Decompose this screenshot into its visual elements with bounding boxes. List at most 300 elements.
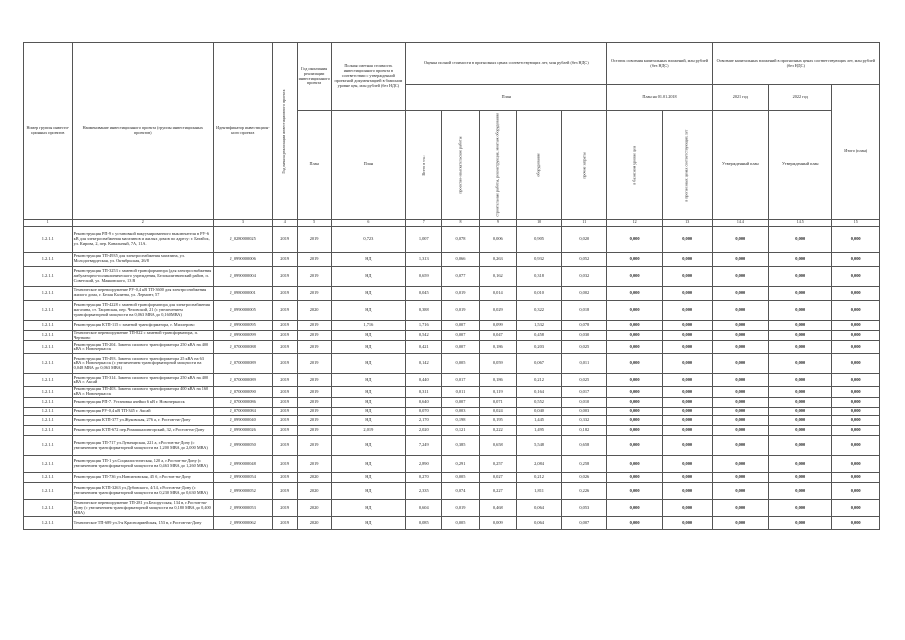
- column-numbers-row: [24, 219, 880, 226]
- table-row: [24, 500, 880, 517]
- total-cell: 1,313: [406, 252, 442, 266]
- equipment-cell: 0,322: [516, 300, 561, 320]
- group-no-cell: 1.2.1.1: [24, 483, 73, 500]
- table-row: [24, 300, 880, 320]
- plan-2022-cell: 0,000: [769, 286, 832, 300]
- project-id-cell: J_0700000084: [213, 408, 272, 416]
- group-no-cell: 1.2.1.1: [24, 266, 73, 286]
- plan-2021-cell: 0,000: [712, 408, 769, 416]
- project-id-cell: J_0990000099: [213, 330, 272, 341]
- year-start-cell: 2019: [272, 517, 297, 530]
- remainder-base-cell: 0,000: [607, 456, 662, 473]
- construction-cell: 0,119: [479, 387, 516, 398]
- remainder-forecast-cell: 0,000: [662, 456, 712, 473]
- column-number: 11: [562, 219, 607, 226]
- year-start-cell: 2019: [272, 226, 297, 252]
- column-number: 7: [406, 219, 442, 226]
- project-name-cell: Реконструкция РУ-0,4 кВ ТП-345 г. Аксай: [72, 408, 213, 416]
- group-no-cell: 1.2.1.1: [24, 398, 73, 408]
- year-end-cell: 2020: [297, 500, 331, 517]
- group-no-cell: 1.2.1.1: [24, 473, 73, 483]
- remainder-base-cell: 0,000: [607, 473, 662, 483]
- total-plan-cell: 0,000: [832, 374, 880, 387]
- other-cell: 0,052: [562, 252, 607, 266]
- plan-2022-cell: 0,000: [769, 387, 832, 398]
- table-row: [24, 436, 880, 456]
- base-cost-cell: НД: [331, 483, 406, 500]
- plan-2022-cell: 0,000: [769, 266, 832, 286]
- design-cell: 0,011: [442, 387, 479, 398]
- project-name-cell: Реконструкция КТП-115 с заменой трансформатора, г. Миллерово: [72, 320, 213, 330]
- remainder-base-cell: 0,000: [607, 320, 662, 330]
- plan-2021-cell: 0,000: [712, 286, 769, 300]
- header-sub-equipment: оборудование: [516, 111, 561, 220]
- header-estimate: Оценка полной стоимости в прогнозных ценах соответствующих лет, млн рублей (без НДС): [406, 43, 607, 85]
- other-cell: 0,182: [562, 426, 607, 436]
- total-plan-cell: 0,000: [832, 500, 880, 517]
- equipment-cell: 0,010: [516, 286, 561, 300]
- equipment-cell: 0,932: [516, 252, 561, 266]
- group-no-cell: 1.2.1.1: [24, 374, 73, 387]
- year-start-cell: 2019: [272, 408, 297, 416]
- header-year-start: Год начала реализации инвестиционного проекта: [272, 43, 297, 220]
- plan-2021-cell: 0,000: [712, 426, 769, 436]
- plan-2022-cell: 0,000: [769, 436, 832, 456]
- year-start-cell: 2019: [272, 330, 297, 341]
- equipment-cell: 1,811: [516, 483, 561, 500]
- total-plan-cell: 0,000: [832, 456, 880, 473]
- group-no-cell: 1.2.1.1: [24, 286, 73, 300]
- total-cell: 0,085: [406, 517, 442, 530]
- total-plan-cell: 0,000: [832, 300, 880, 320]
- project-id-cell: J_0700000086: [213, 398, 272, 408]
- base-cost-cell: 1,716: [331, 320, 406, 330]
- year-end-cell: 2020: [297, 517, 331, 530]
- remainder-base-cell: 0,000: [607, 416, 662, 426]
- total-plan-cell: 0,000: [832, 426, 880, 436]
- year-end-cell: 2019: [297, 456, 331, 473]
- column-number: 13: [662, 219, 712, 226]
- remainder-base-cell: 0,000: [607, 354, 662, 374]
- design-cell: 0,121: [442, 426, 479, 436]
- group-no-cell: 1.2.1.1: [24, 252, 73, 266]
- plan-2022-cell: 0,000: [769, 408, 832, 416]
- header-sub-all: Всего в т.ч.:: [406, 111, 442, 220]
- remainder-forecast-cell: 0,000: [662, 416, 712, 426]
- total-cell: 0,604: [406, 500, 442, 517]
- construction-cell: 0,257: [479, 456, 516, 473]
- group-no-cell: 1.2.1.1: [24, 408, 73, 416]
- project-name-cell: Техническое перевооружение ТП-822 с заменой трансформатора, п. Чертково: [72, 330, 213, 341]
- base-cost-cell: НД: [331, 387, 406, 398]
- construction-cell: 0,009: [479, 517, 516, 530]
- equipment-cell: 0,064: [516, 500, 561, 517]
- table-row: [24, 226, 880, 252]
- total-plan-cell: 0,000: [832, 473, 880, 483]
- year-start-cell: 2019: [272, 500, 297, 517]
- year-end-cell: 2019: [297, 387, 331, 398]
- design-cell: 0,291: [442, 456, 479, 473]
- base-cost-cell: НД: [331, 266, 406, 286]
- table-row: [24, 341, 880, 354]
- plan-2022-cell: 0,000: [769, 341, 832, 354]
- other-cell: 0,010: [562, 398, 607, 408]
- group-no-cell: 1.2.1.1: [24, 330, 73, 341]
- total-plan-cell: 0,000: [832, 226, 880, 252]
- remainder-forecast-cell: 0,000: [662, 354, 712, 374]
- plan-2021-cell: 0,000: [712, 226, 769, 252]
- remainder-base-cell: 0,000: [607, 286, 662, 300]
- remainder-forecast-cell: 0,000: [662, 330, 712, 341]
- total-plan-cell: 0,000: [832, 286, 880, 300]
- other-cell: 0,007: [562, 517, 607, 530]
- design-cell: 0,005: [442, 473, 479, 483]
- year-start-cell: 2019: [272, 286, 297, 300]
- header-year-end: Год окончания реализации инвестиционного проекта: [297, 43, 331, 111]
- year-end-cell: 2019: [297, 266, 331, 286]
- base-cost-cell: НД: [331, 300, 406, 320]
- total-cell: 0,440: [406, 374, 442, 387]
- total-cell: 1,716: [406, 320, 442, 330]
- total-cell: 2,335: [406, 483, 442, 500]
- table-row: [24, 252, 880, 266]
- header-project-name: Наименование инвестиционного проекта (группы инвестиционных проектов): [72, 43, 213, 220]
- total-cell: 0,142: [406, 354, 442, 374]
- base-cost-cell: НД: [331, 436, 406, 456]
- plan-2022-cell: 0,000: [769, 416, 832, 426]
- equipment-cell: 0,203: [516, 341, 561, 354]
- year-end-cell: 2020: [297, 473, 331, 483]
- group-no-cell: 1.2.1.1: [24, 300, 73, 320]
- total-plan-cell: 0,000: [832, 252, 880, 266]
- equipment-cell: 0,552: [516, 398, 561, 408]
- header-sub-other: прочие затраты: [562, 111, 607, 220]
- project-name-cell: Реконструкция ТП-3253 с заменой трансформатора (для электроснабжения амбулаторно-поликлинического учреждения, Белокалитвинский район, п. Советский, ул. Маяковского, 13 В: [72, 266, 213, 286]
- total-cell: 0,388: [406, 300, 442, 320]
- design-cell: 0,003: [442, 408, 479, 416]
- plan-2021-cell: 0,000: [712, 354, 769, 374]
- header-group-no: Номер группы инвести-ционных проектов: [24, 43, 73, 220]
- total-plan-cell: 0,000: [832, 330, 880, 341]
- column-number: 8: [442, 219, 479, 226]
- group-no-cell: 1.2.1.1: [24, 416, 73, 426]
- group-no-cell: 1.2.1.1: [24, 517, 73, 530]
- other-cell: 0,020: [562, 226, 607, 252]
- project-id-cell: J_0990000054: [213, 473, 272, 483]
- remainder-base-cell: 0,000: [607, 300, 662, 320]
- remainder-forecast-cell: 0,000: [662, 341, 712, 354]
- year-start-cell: 2019: [272, 416, 297, 426]
- plan-2022-cell: 0,000: [769, 426, 832, 436]
- construction-cell: 0,024: [479, 408, 516, 416]
- other-cell: 0,017: [562, 387, 607, 398]
- table-row: [24, 374, 880, 387]
- total-cell: 0,421: [406, 341, 442, 354]
- plan-2021-cell: 0,000: [712, 456, 769, 473]
- plan-2021-cell: 0,000: [712, 300, 769, 320]
- design-cell: 0,017: [442, 374, 479, 387]
- year-end-cell: 2019: [297, 286, 331, 300]
- project-name-cell: Реконструкция РП-9 с установкой вакуумированного выключателя в РУ-6 кВ для электроснабжения магазинов и жилых домов по адресу: г. Батайск, ул. Кирова, 2, пер. Канальный, 7А, 11А.: [72, 226, 213, 252]
- project-id-cell: J_0980000001: [213, 286, 272, 300]
- design-cell: 0,078: [442, 226, 479, 252]
- header-plan-date: План на 01.01.2018: [607, 85, 712, 111]
- plan-2021-cell: 0,000: [712, 416, 769, 426]
- year-end-cell: 2019: [297, 341, 331, 354]
- design-cell: 0,019: [442, 286, 479, 300]
- construction-cell: 0,029: [479, 300, 516, 320]
- group-no-cell: 1.2.1.1: [24, 354, 73, 374]
- base-cost-cell: НД: [331, 354, 406, 374]
- total-cell: 0,640: [406, 398, 442, 408]
- column-number: 6: [331, 219, 406, 226]
- header-year-2021: 2021 год: [712, 85, 769, 111]
- year-end-cell: 2019: [297, 436, 331, 456]
- column-number: 15: [832, 219, 880, 226]
- design-cell: 0,007: [442, 330, 479, 341]
- year-start-cell: 2019: [272, 354, 297, 374]
- other-cell: 0,026: [562, 473, 607, 483]
- remainder-base-cell: 0,000: [607, 436, 662, 456]
- other-cell: 0,003: [562, 408, 607, 416]
- header-sub-design: проектно-изыскательские работы: [442, 111, 479, 220]
- other-cell: 0,025: [562, 374, 607, 387]
- table-row: [24, 320, 880, 330]
- plan-2021-cell: 0,000: [712, 387, 769, 398]
- document-sheet: [23, 42, 880, 530]
- remainder-base-cell: 0,000: [607, 330, 662, 341]
- year-start-cell: 2019: [272, 398, 297, 408]
- header-total-cost: Полная сметная стоимость инвестиционного проекта в соответствии с утвержденной проектной документацией в базисном уровне цен, млн рублей (без НДС): [331, 43, 406, 111]
- group-no-cell: 1.2.1.1: [24, 456, 73, 473]
- group-no-cell: 1.2.1.1: [24, 320, 73, 330]
- construction-cell: 0,263: [479, 252, 516, 266]
- total-plan-cell: 0,000: [832, 408, 880, 416]
- year-start-cell: 2019: [272, 473, 297, 483]
- plan-2022-cell: 0,000: [769, 330, 832, 341]
- project-name-cell: Техническое перевооружение РУ-0,4 кВ ТП-3600 для электроснабжения жилого дома, г. Белая Калитва, ул. Лермонт, 57: [72, 286, 213, 300]
- base-cost-cell: НД: [331, 330, 406, 341]
- project-name-cell: Реконструкция РП-7. Установка ячейки 6 кВ г. Новочеркасск: [72, 398, 213, 408]
- group-no-cell: 1.2.1.1: [24, 341, 73, 354]
- year-end-cell: 2020: [297, 300, 331, 320]
- construction-cell: 0,227: [479, 483, 516, 500]
- project-name-cell: Реконструкция КТП-672 пер.Ромашкалингорский, 32, г.Ростов-на-Дону: [72, 426, 213, 436]
- column-number: 3: [213, 219, 272, 226]
- project-id-cell: J_0990000095: [213, 320, 272, 330]
- construction-cell: 0,059: [479, 354, 516, 374]
- remainder-forecast-cell: 0,000: [662, 374, 712, 387]
- remainder-base-cell: 0,000: [607, 387, 662, 398]
- remainder-base-cell: 0,000: [607, 266, 662, 286]
- base-cost-cell: НД: [331, 456, 406, 473]
- year-end-cell: 2019: [297, 252, 331, 266]
- equipment-cell: 1,495: [516, 426, 561, 436]
- construction-cell: 0,658: [479, 436, 516, 456]
- year-end-cell: 2019: [297, 354, 331, 374]
- project-id-cell: J_0990000048: [213, 456, 272, 473]
- plan-2022-cell: 0,000: [769, 226, 832, 252]
- design-cell: 0,019: [442, 500, 479, 517]
- year-start-cell: 2019: [272, 387, 297, 398]
- remainder-forecast-cell: 0,000: [662, 483, 712, 500]
- equipment-cell: 5,548: [516, 436, 561, 456]
- plan-2022-cell: 0,000: [769, 473, 832, 483]
- project-name-cell: Реконструкция ТП-717 ул.Луначарская, 221 а, г.Ростов-на-Дону (с увеличением трансформаторной мощности на 1,200 МВА до 2,000 МВА): [72, 436, 213, 456]
- table-row: [24, 426, 880, 436]
- remainder-forecast-cell: 0,000: [662, 436, 712, 456]
- design-cell: 0,007: [442, 398, 479, 408]
- table-row: [24, 330, 880, 341]
- group-no-cell: 1.2.1.1: [24, 436, 73, 456]
- column-number: 2: [72, 219, 213, 226]
- base-cost-cell: НД: [331, 286, 406, 300]
- project-name-cell: Реконструкция ТП-1 ул.Социалистическая, 120 а, г.Ростов-на-Дону (с увеличением трансформаторной мощности на 0,463 МВА до 1,260 МВА): [72, 456, 213, 473]
- header-approved-2022: Утвержденный план: [769, 111, 832, 220]
- plan-2021-cell: 0,000: [712, 266, 769, 286]
- year-start-cell: 2019: [272, 436, 297, 456]
- other-cell: 0,011: [562, 354, 607, 374]
- table-row: [24, 408, 880, 416]
- other-cell: 0,032: [562, 266, 607, 286]
- remainder-forecast-cell: 0,000: [662, 426, 712, 436]
- project-id-cell: J_0990000050: [213, 436, 272, 456]
- header-approved-2021: Утвержденный план: [712, 111, 769, 220]
- remainder-base-cell: 0,000: [607, 374, 662, 387]
- group-no-cell: 1.2.1.1: [24, 426, 73, 436]
- project-name-cell: Реконструкция ТП-314. Замена силового трансформатора 250 кВА на 400 кВА г. Аксай: [72, 374, 213, 387]
- table-row: [24, 473, 880, 483]
- project-id-cell: J_0990000006: [213, 252, 272, 266]
- year-end-cell: 2019: [297, 426, 331, 436]
- project-id-cell: J_0990000004: [213, 266, 272, 286]
- equipment-cell: 0,040: [516, 408, 561, 416]
- total-cell: 7,249: [406, 436, 442, 456]
- table-row: [24, 354, 880, 374]
- year-end-cell: 2020: [297, 483, 331, 500]
- other-cell: 0,226: [562, 483, 607, 500]
- other-cell: 0,053: [562, 500, 607, 517]
- base-cost-cell: НД: [331, 374, 406, 387]
- total-plan-cell: 0,000: [832, 517, 880, 530]
- equipment-cell: 0,067: [516, 354, 561, 374]
- base-cost-cell: НД: [331, 341, 406, 354]
- plan-2022-cell: 0,000: [769, 483, 832, 500]
- design-cell: 0,007: [442, 341, 479, 354]
- remainder-forecast-cell: 0,000: [662, 408, 712, 416]
- total-cell: 0,270: [406, 473, 442, 483]
- project-id-cell: J_0280000025: [213, 226, 272, 252]
- year-start-cell: 2019: [272, 456, 297, 473]
- project-name-cell: Реконструкция ТП-493. Замена силового трансформатора 25 кВА на 63 кВА г. Новочеркасск (с увеличением трансформаторной мощности на 0,048 МВА до 0,063 МВА): [72, 354, 213, 374]
- column-number: 5: [297, 219, 331, 226]
- plan-2021-cell: 0,000: [712, 320, 769, 330]
- table-row: [24, 517, 880, 530]
- project-id-cell: J_0700000089: [213, 374, 272, 387]
- column-number: 9: [479, 219, 516, 226]
- base-cost-cell: НД: [331, 252, 406, 266]
- header-remainder: Остаток освоения капитальных вложений, млн рублей (без НДС): [607, 43, 712, 85]
- table-row: [24, 456, 880, 473]
- column-number: 4: [272, 219, 297, 226]
- header-sub-construction: строительные работы, реконструкция, монтаж оборудования: [479, 111, 516, 220]
- remainder-forecast-cell: 0,000: [662, 387, 712, 398]
- plan-2022-cell: 0,000: [769, 456, 832, 473]
- header-capital: Освоение капитальных вложений в прогнозных ценах соответствующих лет, млн рублей (без НДС): [712, 43, 879, 85]
- project-name-cell: Техническое ТП-689 ул.3-я Красноармейская, 153 в, г.Ростов-на-Дону: [72, 517, 213, 530]
- project-name-cell: Реконструкция ТП-736 ул.Нансиновская, 45 б, г.Ростов-на-Дону: [72, 473, 213, 483]
- project-id-cell: J_0990000005: [213, 300, 272, 320]
- total-cell: 2,890: [406, 456, 442, 473]
- header-plan-col6: План: [331, 111, 406, 220]
- other-cell: 0,002: [562, 286, 607, 300]
- equipment-cell: 0,164: [516, 387, 561, 398]
- design-cell: 0,077: [442, 266, 479, 286]
- header-plan: План: [406, 85, 607, 111]
- table-body: [24, 226, 880, 530]
- plan-2021-cell: 0,000: [712, 252, 769, 266]
- construction-cell: 0,027: [479, 473, 516, 483]
- total-plan-cell: 0,000: [832, 416, 880, 426]
- remainder-forecast-cell: 0,000: [662, 226, 712, 252]
- column-number: 14.4: [712, 219, 769, 226]
- remainder-base-cell: 0,000: [607, 398, 662, 408]
- remainder-base-cell: 0,000: [607, 517, 662, 530]
- project-name-cell: Реконструкция КТП-3263 ул.Дубовского, 4/14, г.Ростов-на-Дону (с увеличением трансформаторной мощности на 0,230 МВА до 0,630 МВА): [72, 483, 213, 500]
- other-cell: 0,258: [562, 456, 607, 473]
- equipment-cell: 2,084: [516, 456, 561, 473]
- other-cell: 0,658: [562, 436, 607, 456]
- remainder-forecast-cell: 0,000: [662, 320, 712, 330]
- remainder-forecast-cell: 0,000: [662, 398, 712, 408]
- design-cell: 0,198: [442, 416, 479, 426]
- remainder-base-cell: 0,000: [607, 226, 662, 252]
- total-cell: 0,659: [406, 266, 442, 286]
- remainder-base-cell: 0,000: [607, 483, 662, 500]
- table-row: [24, 286, 880, 300]
- base-cost-cell: 0,723: [331, 226, 406, 252]
- group-no-cell: 1.2.1.1: [24, 226, 73, 252]
- construction-cell: 0,162: [479, 266, 516, 286]
- year-end-cell: 2019: [297, 374, 331, 387]
- design-cell: 0,005: [442, 517, 479, 530]
- remainder-forecast-cell: 0,000: [662, 500, 712, 517]
- year-end-cell: 2019: [297, 416, 331, 426]
- group-no-cell: 1.2.1.1: [24, 387, 73, 398]
- project-name-cell: Реконструкция ТП-4228 с заменой трансформатора для электроснабжения магазина, ст. Тацинская, пер. Чеховский, 21 (с увеличением трансформаторной мощности на 0,063 МВА до 0,160МВА): [72, 300, 213, 320]
- year-end-cell: 2019: [297, 398, 331, 408]
- project-id-cell: J_0990000040: [213, 416, 272, 426]
- column-number: 12: [607, 219, 662, 226]
- table-row: [24, 266, 880, 286]
- total-plan-cell: 0,000: [832, 341, 880, 354]
- remainder-forecast-cell: 0,000: [662, 286, 712, 300]
- equipment-cell: 0,212: [516, 473, 561, 483]
- plan-2021-cell: 0,000: [712, 330, 769, 341]
- plan-2021-cell: 0,000: [712, 398, 769, 408]
- equipment-cell: 0,212: [516, 374, 561, 387]
- year-start-cell: 2019: [272, 426, 297, 436]
- base-cost-cell: НД: [331, 398, 406, 408]
- column-number: 10: [516, 219, 561, 226]
- total-cell: 2,170: [406, 416, 442, 426]
- remainder-base-cell: 0,000: [607, 426, 662, 436]
- plan-2021-cell: 0,000: [712, 374, 769, 387]
- equipment-cell: 0,458: [516, 330, 561, 341]
- remainder-base-cell: 0,000: [607, 500, 662, 517]
- year-end-cell: 2019: [297, 226, 331, 252]
- total-plan-cell: 0,000: [832, 483, 880, 500]
